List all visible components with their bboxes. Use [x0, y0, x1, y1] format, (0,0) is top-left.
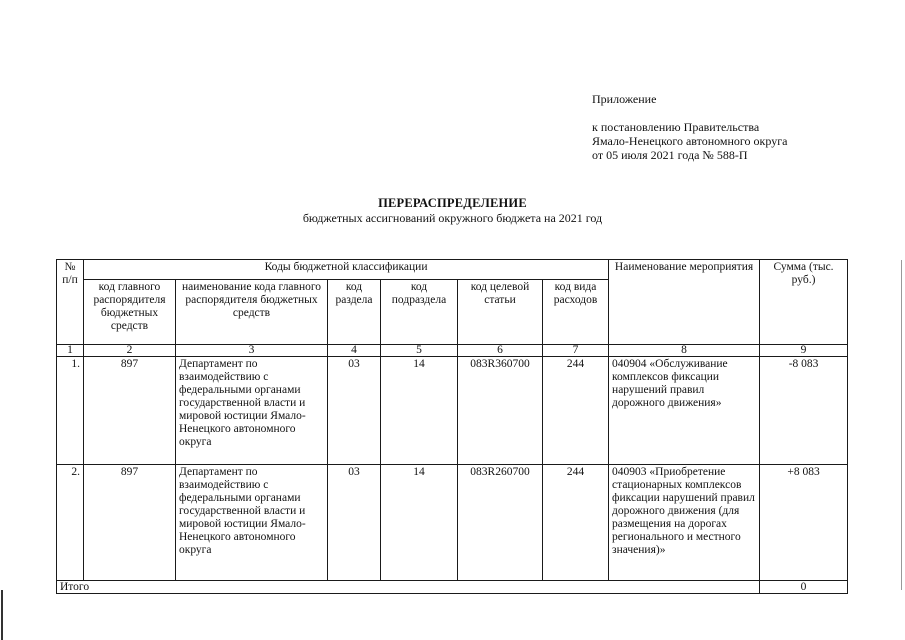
header-main-code: код главного распорядителя бюджетных средств: [84, 280, 176, 345]
index-cell: 7: [543, 345, 609, 357]
index-cell: 9: [760, 345, 848, 357]
appendix-block: [592, 92, 787, 162]
index-cell: 2: [84, 345, 176, 357]
row-number: 2.: [57, 465, 84, 581]
row-expense-type: 244: [543, 465, 609, 581]
document-title: ПЕРЕРАСПРЕДЕЛЕНИЕ: [378, 196, 527, 210]
row-target: 083R260700: [458, 465, 543, 581]
header-sum: Сумма (тыс. руб.): [760, 260, 848, 345]
header-subsection: код подраздела: [381, 280, 458, 345]
header-target: код целевой статьи: [458, 280, 543, 345]
index-cell: 4: [328, 345, 381, 357]
row-target: 083R360700: [458, 357, 543, 465]
appendix-line-3: от 05 июля 2021 года № 588-П: [592, 148, 748, 162]
row-sum: -8 083: [760, 357, 848, 465]
header-expense-type: код вида расходов: [543, 280, 609, 345]
appendix-title: Приложение: [592, 92, 657, 106]
total-sum: 0: [760, 581, 848, 594]
index-cell: 6: [458, 345, 543, 357]
header-number: № п/п: [57, 260, 84, 345]
row-subsection: 14: [381, 465, 458, 581]
budget-table: [56, 259, 848, 594]
row-section: 03: [328, 357, 381, 465]
row-sum: +8 083: [760, 465, 848, 581]
header-main-name: наименование кода главного распорядителя бюджетных средств: [176, 280, 328, 345]
row-expense-type: 244: [543, 357, 609, 465]
total-row: [57, 581, 848, 594]
row-event: 040904 «Обслуживание комплексов фиксации нарушений правил дорожного движения»: [609, 357, 760, 465]
row-section: 03: [328, 465, 381, 581]
total-label: Итого: [57, 581, 760, 594]
index-cell: 1: [57, 345, 84, 357]
document-subtitle: бюджетных ассигнований окружного бюджета на 2021 год: [302, 211, 603, 225]
table-row: [57, 465, 848, 581]
index-cell: 8: [609, 345, 760, 357]
row-number: 1.: [57, 357, 84, 465]
appendix-line-1: к постановлению Правительства: [592, 120, 760, 134]
row-main-code: 897: [84, 465, 176, 581]
scan-edge-mark: [1, 590, 3, 640]
index-row: [57, 345, 848, 357]
row-main-code: 897: [84, 357, 176, 465]
header-section: код раздела: [328, 280, 381, 345]
scan-edge-line: [901, 260, 902, 590]
index-cell: 5: [381, 345, 458, 357]
row-event: 040903 «Приобретение стационарных комплексов фиксации нарушений правил дорожного движения (для размещения на дорогах регионального и местного значения)»: [609, 465, 760, 581]
header-event-name: Наименование мероприятия: [609, 260, 760, 345]
header-codes-group: Коды бюджетной классификации: [84, 260, 609, 280]
row-subsection: 14: [381, 357, 458, 465]
row-main-name: Департамент по взаимодействию с федеральными органами государственной власти и мировой юстиции Ямало-Ненецкого автономного округа: [176, 465, 328, 581]
row-main-name: Департамент по взаимодействию с федеральными органами государственной власти и мировой юстиции Ямало-Ненецкого автономного округа: [176, 357, 328, 465]
appendix-line-2: Ямало-Ненецкого автономного округа: [592, 134, 788, 148]
index-cell: 3: [176, 345, 328, 357]
table-row: [57, 357, 848, 465]
